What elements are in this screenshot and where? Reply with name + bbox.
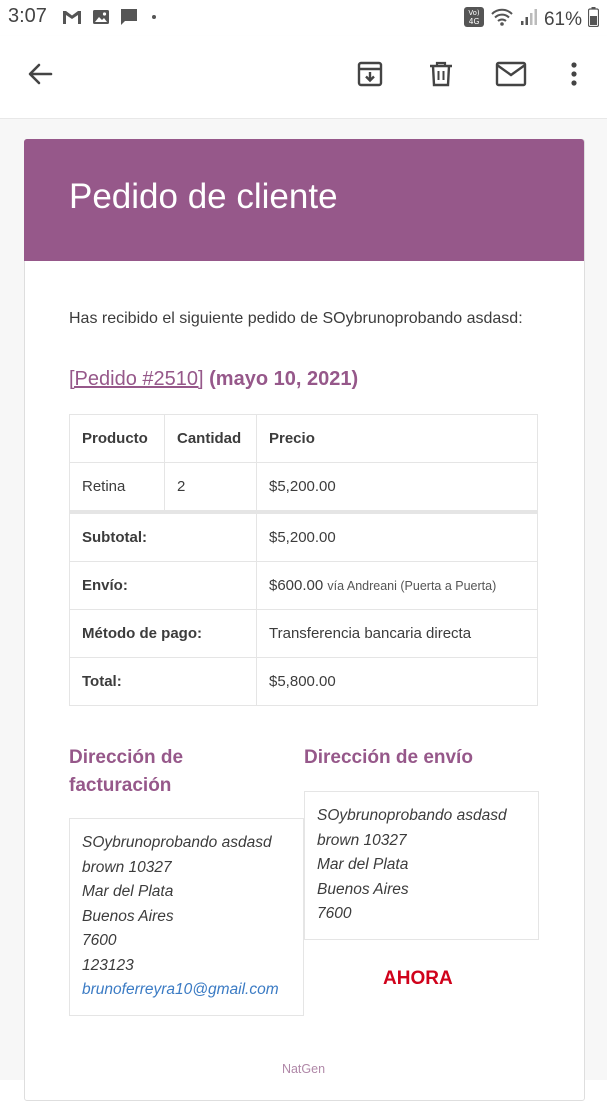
svg-text:4G: 4G xyxy=(468,17,480,26)
shipping-line: SOybrunoprobando asdasd xyxy=(317,807,507,824)
more-options-button[interactable] xyxy=(554,56,594,96)
shipping-line: brown 10327 xyxy=(317,831,407,849)
mark-unread-icon xyxy=(495,61,527,92)
delete-button[interactable] xyxy=(421,56,461,96)
archive-button[interactable] xyxy=(350,56,390,96)
message-icon xyxy=(120,8,138,31)
shipping-cell xyxy=(257,562,538,610)
total-row xyxy=(70,658,538,706)
shipping-title: Dirección de envío xyxy=(304,747,473,768)
gmail-icon xyxy=(62,9,82,30)
svg-text:Vo): Vo) xyxy=(468,9,480,17)
payment-label: Método de pago: xyxy=(70,610,257,658)
status-bar xyxy=(0,0,607,36)
mark-unread-button[interactable] xyxy=(491,56,531,96)
item-price: $5,200.00 xyxy=(257,463,538,513)
column-header-price: Precio xyxy=(257,415,538,463)
order-table xyxy=(69,414,538,706)
billing-address-title xyxy=(69,744,183,800)
payment-value: Transferencia bancaria directa xyxy=(257,610,538,658)
battery-percent: 61% xyxy=(543,9,582,30)
email-title: Pedido de cliente xyxy=(69,177,338,216)
battery-icon xyxy=(588,7,599,33)
back-button[interactable] xyxy=(20,56,60,96)
more-vert-icon xyxy=(569,60,579,93)
shipping-line: Mar del Plata xyxy=(317,856,409,873)
billing-address-box xyxy=(69,818,304,1016)
subtotal-value: $5,200.00 xyxy=(257,512,538,562)
shipping-address-title xyxy=(304,744,473,772)
wifi-icon xyxy=(490,7,514,33)
status-time: 3:07 xyxy=(8,5,47,27)
item-quantity: 2 xyxy=(165,463,257,513)
table-header-row xyxy=(70,415,538,463)
gallery-icon xyxy=(92,9,110,30)
billing-line: Mar del Plata xyxy=(82,883,174,900)
shipping-row xyxy=(70,562,538,610)
column-header-quantity: Cantidad xyxy=(165,415,257,463)
shipping-line: Buenos Aires xyxy=(317,880,409,898)
order-link[interactable]: [Pedido #2510] xyxy=(69,368,204,390)
archive-icon xyxy=(356,60,384,93)
item-product: Retina xyxy=(70,463,165,513)
shipping-label: Envío: xyxy=(70,562,257,610)
shipping-method: vía Andreani (Puerta a Puerta) xyxy=(327,579,497,593)
billing-line: 123123 xyxy=(82,956,134,974)
billing-email-link[interactable]: brunoferreyra10@gmail.com xyxy=(82,981,279,998)
subtotal-label: Subtotal: xyxy=(70,512,257,562)
billing-title-line2: facturación xyxy=(69,775,172,796)
order-heading xyxy=(69,368,358,391)
intro-text: Has recibido el siguiente pedido de SOybrunoprobando asdasd: xyxy=(69,310,523,327)
shipping-line: 7600 xyxy=(317,905,352,922)
email-header xyxy=(24,139,584,261)
shipping-address-box xyxy=(304,791,539,940)
system-icons xyxy=(464,6,599,34)
notification-icons xyxy=(62,8,160,31)
ahora-label: AHORA xyxy=(383,968,453,989)
payment-row xyxy=(70,610,538,658)
total-label: Total: xyxy=(70,658,257,706)
billing-line: brown 10327 xyxy=(82,858,172,876)
volte-icon xyxy=(464,6,484,34)
subtotal-row xyxy=(70,512,538,562)
table-row xyxy=(70,463,538,513)
signal-icon xyxy=(520,8,538,32)
total-value: $5,800.00 xyxy=(257,658,538,706)
back-arrow-icon xyxy=(26,60,54,93)
billing-line: Buenos Aires xyxy=(82,907,174,925)
billing-title-line1: Dirección de xyxy=(69,747,184,768)
footer-text: NatGen xyxy=(281,1062,326,1076)
billing-line: 7600 xyxy=(82,932,117,949)
shipping-value: $600.00 xyxy=(269,577,324,594)
order-date: (mayo 10, 2021) xyxy=(209,368,359,390)
column-header-product: Producto xyxy=(70,415,165,463)
billing-line: SOybrunoprobando asdasd xyxy=(82,834,272,851)
app-bar xyxy=(0,36,607,119)
delete-icon xyxy=(427,60,455,93)
dot-icon xyxy=(148,9,160,30)
